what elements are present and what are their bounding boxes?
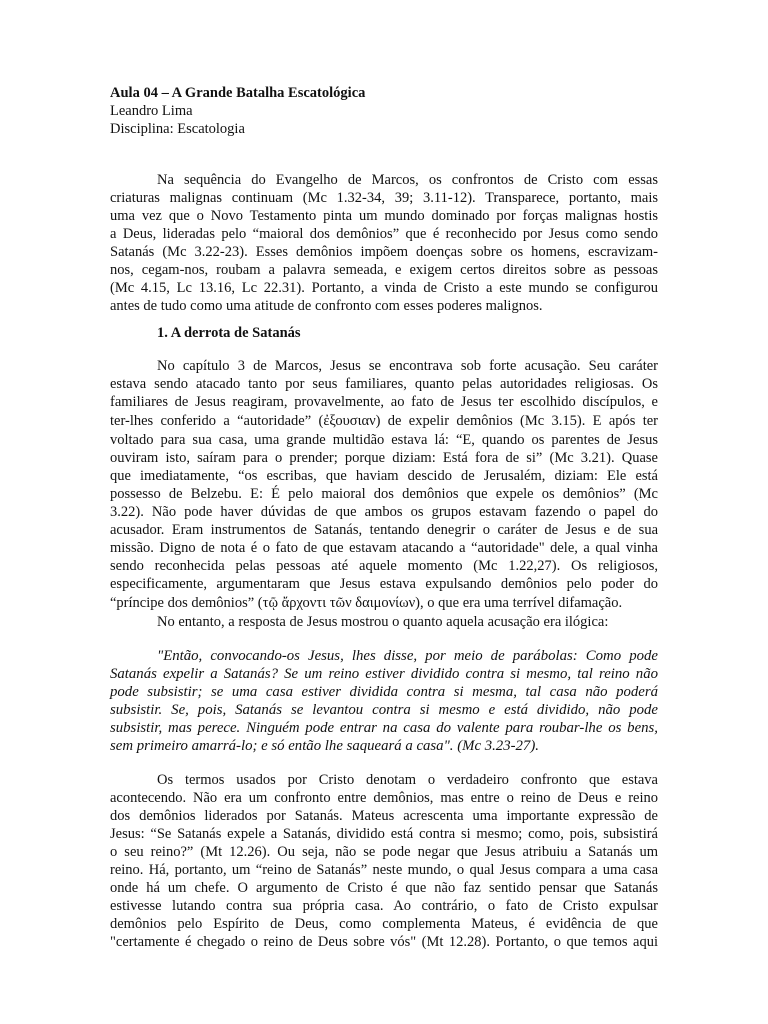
text-line: a Deus, lideradas pelo “maioral dos demônios” que é reconhecido por Jesus como sendo	[110, 226, 658, 242]
quote-line: subsistir. Se, pois, Satanás se levantou contra si mesmo e está dividido, não pode	[110, 702, 658, 718]
text-line: dos demônios liderados por Satanás. Mateus acrescenta uma importante expressão de	[110, 808, 658, 824]
quote-line: "Então, convocando-os Jesus, lhes disse, por meio de parábolas: Como pode	[157, 648, 658, 664]
paragraph-response: No entanto, a resposta de Jesus mostrou o quanto aquela acusação era ilógica:	[157, 614, 609, 630]
text-line: Jesus: “Se Satanás expele a Satanás, dividido está contra si mesmo; como, pois, subsistirá	[110, 826, 658, 842]
text-line: No capítulo 3 de Marcos, Jesus se encontrava sob forte acusação. Seu caráter	[157, 358, 658, 374]
text-line: (Mc 4.15, Lc 13.16, Lc 22.31). Portanto, a vinda de Cristo a este mundo se configurou	[110, 280, 658, 296]
section-heading: 1. A derrota de Satanás	[157, 325, 301, 341]
text-line: missão. Digno de nota é o fato de que estavam atacando a “autoridade" dele, a qual vinha	[110, 540, 658, 556]
text-line: Na sequência do Evangelho de Marcos, os confrontos de Cristo com essas	[157, 172, 658, 188]
document-discipline: Disciplina: Escatologia	[110, 121, 245, 137]
text-line: nos, cegam-nos, roubam a palavra semeada, e exigem certos direitos sobre as pessoas	[110, 262, 658, 278]
text-line: acontecendo. Não era um confronto entre demônios, mas entre o reino de Deus e reino	[110, 790, 658, 806]
text-line: antes de tudo como uma atitude de confronto com esses poderes malignos.	[110, 298, 543, 314]
text-line: voltado para sua casa, uma grande multidão estava lá: “E, quando os parentes de Jesus	[110, 432, 658, 448]
text-line: onde há um chefe. O argumento de Cristo é que não faz sentido pensar que Satanás	[110, 880, 658, 896]
text-line: reino. Há, portanto, um “reino de Satanás” neste mundo, o qual Jesus compara a uma casa	[110, 862, 658, 878]
text-line: criaturas malignas continuam (Mc 1.32-34, 39; 3.11-12). Transparece, portanto, mais	[110, 190, 658, 206]
text-line: especificamente, argumentaram que Jesus estava expulsando demônios pelo poder do	[110, 576, 658, 592]
text-line: uma vez que o Novo Testamento pinta um mundo dominado por forças malignas hostis	[110, 208, 658, 224]
text-line: "certamente é chegado o reino de Deus sobre vós" (Mt 12.28). Portanto, o que temos aqui	[110, 934, 658, 950]
text-line: que imediatamente, “os escribas, que haviam descido de Jerusalém, diziam: Ele está	[110, 468, 658, 484]
quote-line: subsistir, mas perece. Ninguém pode entrar na casa do valente para roubar-lhe os bens,	[110, 720, 658, 736]
text-line: acusador. Eram instrumentos de Satanás, tentando denegrir o caráter de Jesus e de sua	[110, 522, 658, 538]
text-line: possesso de Belzebu. E: É pelo maioral dos demônios que expele os demônios” (Mc	[110, 486, 658, 502]
text-line: 3.22). Não pode haver dúvidas de que ambos os grupos estavam fazendo o papel do	[110, 504, 658, 520]
text-line: Os termos usados por Cristo denotam o verdadeiro confronto que estava	[157, 772, 658, 788]
text-line: demônios pelo Espírito de Deus, como complementa Mateus, é evidência de que	[110, 916, 658, 932]
document-author: Leandro Lima	[110, 103, 193, 119]
document-title: Aula 04 – A Grande Batalha Escatológica	[110, 85, 366, 101]
text-line: Satanás (Mc 3.22-23). Esses demônios impõem doenças sobre os homens, escravizam-	[110, 244, 658, 260]
text-line: sendo reconhecida pelas pessoas até aquele momento (Mc 1.22,27). Os religiosos,	[110, 558, 658, 574]
text-line: o seu reino?” (Mt 12.26). Ou seja, não se pode negar que Jesus atribuiu a Satanás um	[110, 844, 658, 860]
quote-line: sem primeiro amarrá-lo; e só então lhe saqueará a casa". (Mc 3.23-27).	[110, 738, 539, 754]
quote-line: pode subsistir; se uma casa estiver dividida contra si mesma, tal casa não poderá	[110, 684, 658, 700]
text-line: ouviram isto, saíram para o prender; porque diziam: Está fora de si” (Mc 3.21). Quase	[110, 450, 658, 466]
text-line: familiares de Jesus reagiram, provavelmente, ao fato de Jesus ter escolhido discípulos, e	[110, 394, 658, 410]
quote-line: Satanás expelir a Satanás? Se um reino estiver dividido contra si mesmo, tal reino não	[110, 666, 658, 682]
text-line: estava sendo atacado tanto por seus familiares, quanto pelas autoridades religiosas. Os	[110, 376, 658, 392]
text-line: ter-lhes conferido a “autoridade” (ἐξουσιαν) de expelir demônios (Mc 3.15). E após ter	[110, 413, 658, 429]
text-line: “príncipe dos demônios” (τῷ ἄρχοντι τῶν δαιμονίων), o que era uma terrível difamação.	[110, 595, 623, 611]
text-line: estivesse lutando contra sua própria casa. Ao contrário, o fato de Cristo expulsar	[110, 898, 658, 914]
